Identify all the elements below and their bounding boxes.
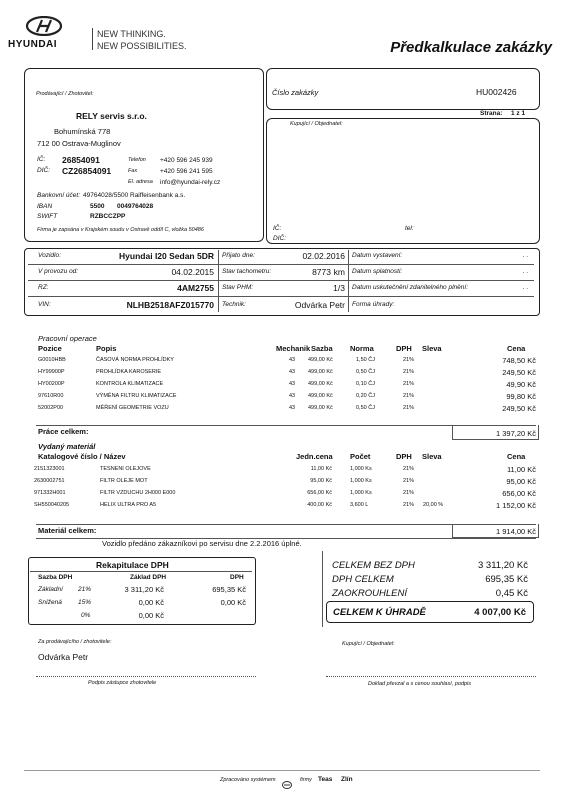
- work-row-vat: 21%: [403, 393, 415, 399]
- material-col-qty: Počet: [350, 452, 371, 461]
- material-row-qty: 3,600 L: [350, 502, 369, 508]
- vat-recap-row-name: Základní: [38, 586, 63, 593]
- supplier-signature-caption: Podpis zástupce zhotovitele: [88, 680, 157, 686]
- work-row-mechanic: 43: [289, 393, 296, 399]
- work-row-position: G0010HBB: [38, 357, 66, 363]
- supplier-zip: 712 00: [37, 139, 60, 148]
- work-row-price: 99,80 Kč: [506, 392, 536, 401]
- supplier-bank-label: Bankovní účet:: [37, 192, 80, 199]
- customer-dic-label: DIČ:: [273, 235, 286, 242]
- taxable-date-label: Datum uskutečnění zdanitelného plnění:: [352, 284, 468, 291]
- work-row-price: 249,50 Kč: [502, 404, 536, 413]
- material-total-label: Materiál celkem:: [38, 526, 97, 535]
- technician-label: Technik:: [222, 301, 246, 308]
- rounding: 0,45 Kč: [495, 588, 528, 599]
- supplier-tel-label: Telefon: [128, 157, 146, 163]
- due-date: . .: [522, 268, 528, 275]
- page-number: 1 z 1: [511, 110, 526, 117]
- work-row-rate: 499,00 Kč: [308, 357, 333, 363]
- material-row-unit-price: 11,00 Kč: [310, 466, 332, 472]
- vehicle-col-divider-2: [348, 250, 349, 312]
- vat-recap-row-base: 0,00 Kč: [138, 598, 164, 607]
- customer-signature-label: Kupující / Objednatel:: [342, 641, 395, 647]
- customer-label: Kupující / Objednatel:: [290, 121, 343, 127]
- material-row-qty: 1,000 Ks: [350, 490, 372, 496]
- work-row-norm: 0,50 ČJ: [356, 405, 375, 411]
- vehicle-row-divider-2: [28, 280, 534, 281]
- customer-ic-label: IČ:: [273, 225, 282, 232]
- material-row-price: 11,00 Kč: [506, 465, 536, 474]
- odometer-unit: km: [333, 267, 345, 277]
- material-row-catalog: SH550040205: [34, 502, 70, 508]
- vehicle-vin: NLHB2518AFZ015770: [126, 300, 214, 310]
- document-title: Předkalkulace zakázky: [390, 39, 552, 56]
- vat-recap-divider: [30, 571, 252, 572]
- page-label: Strana:: [480, 110, 503, 117]
- supplier-email: info@hyundai-rely.cz: [160, 179, 221, 186]
- material-col-vat: DPH: [396, 452, 412, 461]
- work-row-vat: 21%: [403, 381, 415, 387]
- supplier-name: RELY servis s.r.o.: [76, 111, 147, 121]
- supplier-label: Prodávající / Zhotovitel:: [36, 91, 94, 97]
- material-row-unit-price: 95,00 Kč: [310, 478, 332, 484]
- work-col-rate: Sazba: [311, 344, 333, 353]
- supplier-street: Bohumínská 778: [54, 127, 111, 136]
- work-row-description: PROHLÍDKA KAROSERIE: [96, 369, 162, 375]
- handover-note: Vozidlo předáno zákazníkovi po servisu dne 2.2.2016 úplné.: [102, 539, 302, 548]
- total-without-vat: 3 311,20 Kč: [477, 560, 528, 571]
- supplier-signature-line: [36, 676, 256, 677]
- work-row-mechanic: 43: [289, 369, 296, 375]
- supplier-register: Firma je zapsána v Krajském soudu v Ostravě oddíl C, vložka 50486: [37, 227, 204, 233]
- slogan-line-2: NEW POSSIBILITIES.: [97, 41, 187, 51]
- material-row-name: HELIX ULTRA PRO A5: [100, 502, 157, 508]
- vat-recap-row-name: Snížená: [38, 599, 62, 606]
- work-col-price: Cena: [507, 344, 526, 353]
- material-row-catalog: 2151323001: [34, 466, 65, 472]
- supplier-fax: +420 596 241 595: [160, 168, 213, 175]
- odometer-label: Stav tachometru:: [222, 268, 272, 275]
- vat-recap-title: Rekapitulace DPH: [96, 560, 169, 570]
- material-col-price: Cena: [507, 452, 526, 461]
- received-date-label: Přijato dne:: [222, 252, 255, 259]
- material-row-unit-price: 656,00 Kč: [307, 490, 332, 496]
- supplier-iban-label: IBAN: [37, 203, 53, 210]
- slogan-divider: [92, 28, 93, 50]
- work-row-description: VÝMĚNA FILTRU KLIMATIZACE: [96, 393, 177, 399]
- work-row-description: ČASOVÁ NORMA PROHLÍDKY: [96, 357, 174, 363]
- work-row-norm: 0,50 ČJ: [356, 369, 375, 375]
- material-row-qty: 1,000 Ks: [350, 466, 372, 472]
- work-col-discount: Sleva: [422, 344, 442, 353]
- work-row-rate: 499,00 Kč: [308, 393, 333, 399]
- work-row-position: 52002P00: [38, 405, 64, 411]
- brand-name: HYUNDAI: [8, 39, 58, 50]
- work-row-mechanic: 43: [289, 381, 296, 387]
- supplier-bank-name: Raiffeisenbank a.s.: [130, 192, 186, 199]
- material-col-discount: Sleva: [422, 452, 442, 461]
- material-section-title: Vydaný materiál: [38, 442, 96, 451]
- footer-firm: firmy: [300, 777, 312, 783]
- supplier-dic-label: DIČ:: [37, 167, 50, 174]
- material-total: 1 914,00 Kč: [495, 527, 536, 536]
- supplier-signature-name: Odvárka Petr: [38, 652, 89, 662]
- vat-recap-col-base: Základ DPH: [130, 574, 167, 581]
- material-row-name: FILTR VZDUCHU 2H000 E000: [100, 490, 176, 496]
- footer-city: Zlín: [341, 776, 353, 783]
- material-row-vat: 21%: [403, 478, 415, 484]
- material-row-discount: 20,00 %: [423, 502, 444, 508]
- work-row-norm: 0,20 ČJ: [356, 393, 375, 399]
- supplier-fax-label: Fax: [128, 168, 138, 174]
- work-row-rate: 499,00 Kč: [308, 381, 333, 387]
- material-row-price: 95,00 Kč: [506, 477, 536, 486]
- material-row-unit-price: 400,00 Kč: [307, 502, 332, 508]
- work-row-price: 49,90 Kč: [506, 380, 536, 389]
- customer-tel-label: tel:: [405, 225, 414, 232]
- work-section-title: Pracovní operace: [38, 334, 97, 343]
- customer-box: [266, 118, 540, 244]
- material-row-name: TESNENI OLEJOVE: [100, 466, 151, 472]
- material-row-name: FILTR OLEJE MOT: [100, 478, 148, 484]
- work-col-mechanic: Mechanik: [276, 344, 311, 353]
- supplier-iban-1: 5500: [90, 203, 105, 210]
- vat-recap-row-vat: 695,35 Kč: [212, 585, 246, 594]
- odometer-value: 8773: [312, 267, 331, 277]
- material-row-vat: 21%: [403, 466, 415, 472]
- total-without-vat-label: CELKEM BEZ DPH: [332, 560, 415, 571]
- vat-recap-col-rate: Sazba DPH: [38, 574, 73, 581]
- vehicle-model: Hyundai I20 Sedan 5DR: [119, 251, 214, 261]
- vat-recap-row-pct: 15%: [78, 599, 92, 606]
- vehicle-model-label: Vozidlo:: [38, 252, 61, 259]
- work-col-vat: DPH: [396, 344, 412, 353]
- work-row-rate: 499,00 Kč: [308, 405, 333, 411]
- work-col-norm: Norma: [350, 344, 374, 353]
- vat-recap-col-vat: DPH: [230, 574, 244, 581]
- work-row-price: 748,50 Kč: [502, 356, 536, 365]
- order-number: HU002426: [476, 87, 517, 97]
- vehicle-in-service: 04.02.2015: [171, 267, 214, 277]
- payment-method-label: Forma úhrady:: [352, 301, 395, 308]
- fuel-level: 1/3: [333, 283, 345, 293]
- customer-signature-line: [326, 676, 536, 677]
- footer-divider: [24, 770, 540, 771]
- work-row-description: MĚŘENÍ GEOMETRIE VOZU: [96, 405, 169, 411]
- vat-recap-row-base: 0,00 Kč: [138, 611, 164, 620]
- work-row-vat: 21%: [403, 357, 415, 363]
- fuel-label: Stav PHM:: [222, 284, 254, 291]
- work-col-position: Pozice: [38, 344, 62, 353]
- material-col-catalog: Katalogové číslo / Název: [38, 452, 126, 461]
- supplier-swift-label: SWIFT: [37, 213, 58, 220]
- work-row-price: 249,50 Kč: [502, 368, 536, 377]
- material-row-vat: 21%: [403, 502, 415, 508]
- footer-text: Zpracováno systémem: [220, 777, 276, 783]
- vehicle-vin-label: VIN:: [38, 301, 51, 308]
- supplier-bank: 49764028/5500: [83, 192, 129, 199]
- issue-date-label: Datum vystavení:: [352, 252, 403, 259]
- vat-recap-row-pct: 21%: [78, 586, 92, 593]
- totals-separator: [322, 551, 323, 627]
- vat-recap-row-base: 3 311,20 Kč: [124, 585, 164, 594]
- supplier-ic-label: IČ:: [37, 156, 46, 163]
- footer-teas: Teas: [318, 776, 333, 783]
- work-row-mechanic: 43: [289, 357, 296, 363]
- taxable-date: . .: [522, 284, 528, 291]
- material-row-vat: 21%: [403, 490, 415, 496]
- material-row-catalog: 971332H001: [34, 490, 66, 496]
- supplier-swift: RZBCCZPP: [90, 213, 126, 220]
- slogan-line-1: NEW THINKING.: [97, 29, 166, 39]
- vehicle-plate: 4AM2755: [177, 283, 214, 293]
- supplier-signature-label: Za prodávajícího / zhotovitele:: [38, 639, 112, 645]
- vat-total: 695,35 Kč: [485, 574, 528, 585]
- work-row-vat: 21%: [403, 369, 415, 375]
- supplier-iban-2: 0049764028: [117, 203, 154, 210]
- order-number-label: Číslo zakázky: [272, 88, 319, 97]
- hyundai-logo-icon: [26, 16, 62, 36]
- work-row-position: HY00200P: [38, 381, 65, 387]
- vehicle-row-divider-1: [28, 264, 534, 265]
- work-row-norm: 1,50 ČJ: [356, 357, 375, 363]
- rounding-label: ZAOKROUHLENÍ: [332, 588, 407, 599]
- work-row-position: HY99900P: [38, 369, 65, 375]
- grand-total-label: CELKEM K ÚHRADĚ: [333, 607, 426, 618]
- due-date-label: Datum splatnosti:: [352, 268, 403, 275]
- work-total: 1 397,20 Kč: [495, 429, 536, 438]
- work-row-rate: 499,00 Kč: [308, 369, 333, 375]
- brand-logo: [8, 16, 98, 54]
- material-col-unit-price: Jedn.cena: [296, 452, 333, 461]
- vehicle-box: [24, 248, 540, 316]
- work-row-mechanic: 43: [289, 405, 296, 411]
- work-row-vat: 21%: [403, 405, 415, 411]
- vehicle-in-service-label: V provozu od:: [38, 268, 79, 275]
- vehicle-row-divider-3: [28, 296, 534, 297]
- work-col-description: Popis: [96, 344, 117, 353]
- supplier-dic: CZ26854091: [62, 166, 112, 176]
- work-row-description: KONTROLA KLIMATIZACE: [96, 381, 164, 387]
- supplier-tel: +420 596 245 939: [160, 157, 213, 164]
- received-date: 02.02.2016: [302, 251, 345, 261]
- customer-signature-caption: Doklad převzal a s cenou souhlasí, podpis: [368, 681, 472, 687]
- supplier-city: Ostrava-Muglinov: [62, 139, 121, 148]
- work-row-position: 97610R00: [38, 393, 64, 399]
- issue-date: . .: [522, 252, 528, 259]
- teas-logo-icon: [282, 776, 292, 784]
- vat-recap-row-pct: 0%: [81, 612, 91, 619]
- vat-total-label: DPH CELKEM: [332, 574, 394, 585]
- supplier-ic: 26854091: [62, 155, 100, 165]
- vehicle-col-divider-1: [218, 250, 219, 312]
- work-total-label: Práce celkem:: [38, 427, 89, 436]
- material-row-price: 656,00 Kč: [502, 489, 536, 498]
- material-row-qty: 1,000 Ks: [350, 478, 372, 484]
- vat-recap-row-vat: 0,00 Kč: [220, 598, 246, 607]
- technician: Odvárka Petr: [294, 300, 345, 310]
- material-row-catalog: 2630002751: [34, 478, 65, 484]
- work-row-norm: 0,10 ČJ: [356, 381, 375, 387]
- grand-total: 4 007,00 Kč: [474, 607, 526, 618]
- supplier-email-label: El. adresa: [128, 179, 153, 185]
- material-row-price: 1 152,00 Kč: [495, 501, 536, 510]
- vehicle-plate-label: RZ:: [38, 284, 49, 291]
